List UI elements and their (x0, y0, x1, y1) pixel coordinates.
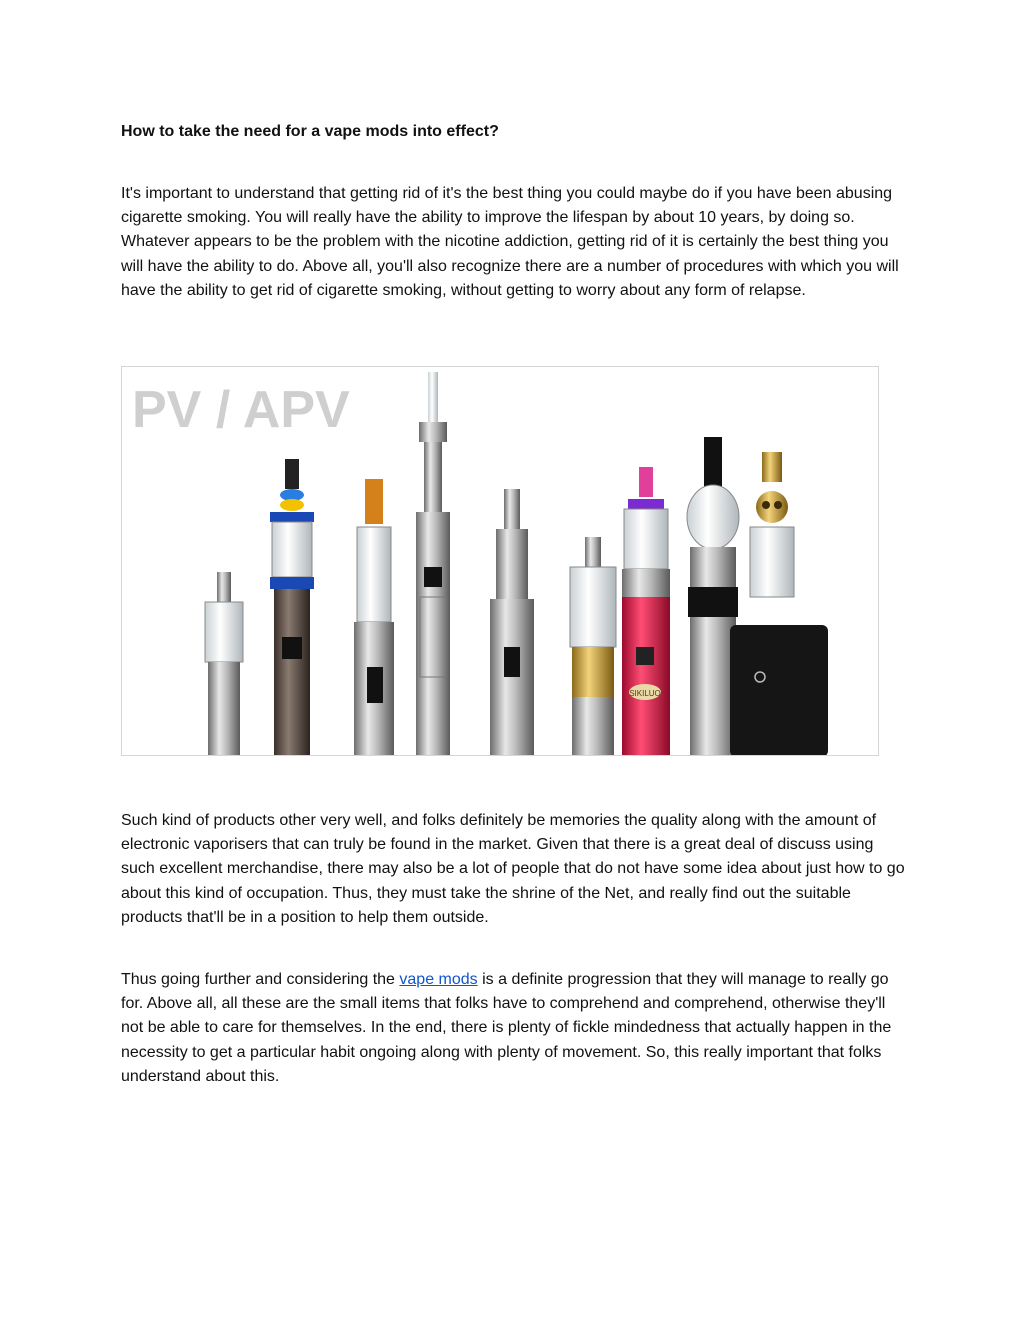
paragraph-conclusion-end: is a definite progression that they will manage to really go for. Above all, all these are the small items that folks have to comprehend and comprehend, otherwise they'll not be able to care for themselves. In the end, there is plenty of fickle mindedness that actually happen in the necessity to get a particular habit ongoing along with plenty of movement. So, this really important that folks understand about this. (121, 971, 892, 1085)
device-badge-text: SIKILUO (629, 689, 661, 698)
vape-device-9 (730, 452, 828, 756)
vape-devices-image (121, 366, 879, 756)
paragraph-intro: It's important to understand that getting rid of it's the best thing you could maybe do if you have been abusing cigarette smoking. You will really have the ability to improve the lifespan by about 10 years, by doing so. Whatever appears to be the problem with the nicotine addiction, getting rid of it is certainly the best thing you will have the ability to do. Above all, you'll also recognize there are a number of procedures with which you will have the ability to get rid of cigarette smoking, without getting to worry about any form of relapse. (121, 185, 899, 299)
document-title: How to take the need for a vape mods into effect? (121, 123, 499, 140)
vape-device-1 (205, 572, 243, 756)
vape-devices-illustration (122, 367, 879, 756)
vape-device-7 (622, 467, 670, 756)
paragraph-products: Such kind of products other very well, and folks definitely be memories the quality along with the amount of electronic vaporisers that can truly be found in the market. Given that there is a great deal of discuss using such excellent merchandise, there may also be a lot of people that do not have some idea about just how to go about this kind of occupation. Thus, they must take the shrine of the Net, and really find out the suitable products that'll be in a position to help them outside. (121, 812, 905, 926)
vape-device-2 (270, 459, 314, 756)
vape-device-6 (570, 537, 616, 756)
vape-device-3 (354, 479, 394, 756)
paragraph-conclusion-start: Thus going further and considering the (121, 971, 400, 988)
watermark-text: PV / APV (132, 381, 350, 439)
vape-device-4 (416, 372, 450, 756)
paragraph-conclusion (121, 968, 906, 1089)
vape-device-5 (490, 489, 534, 756)
vape-mods-link[interactable]: vape mods (399, 971, 478, 988)
